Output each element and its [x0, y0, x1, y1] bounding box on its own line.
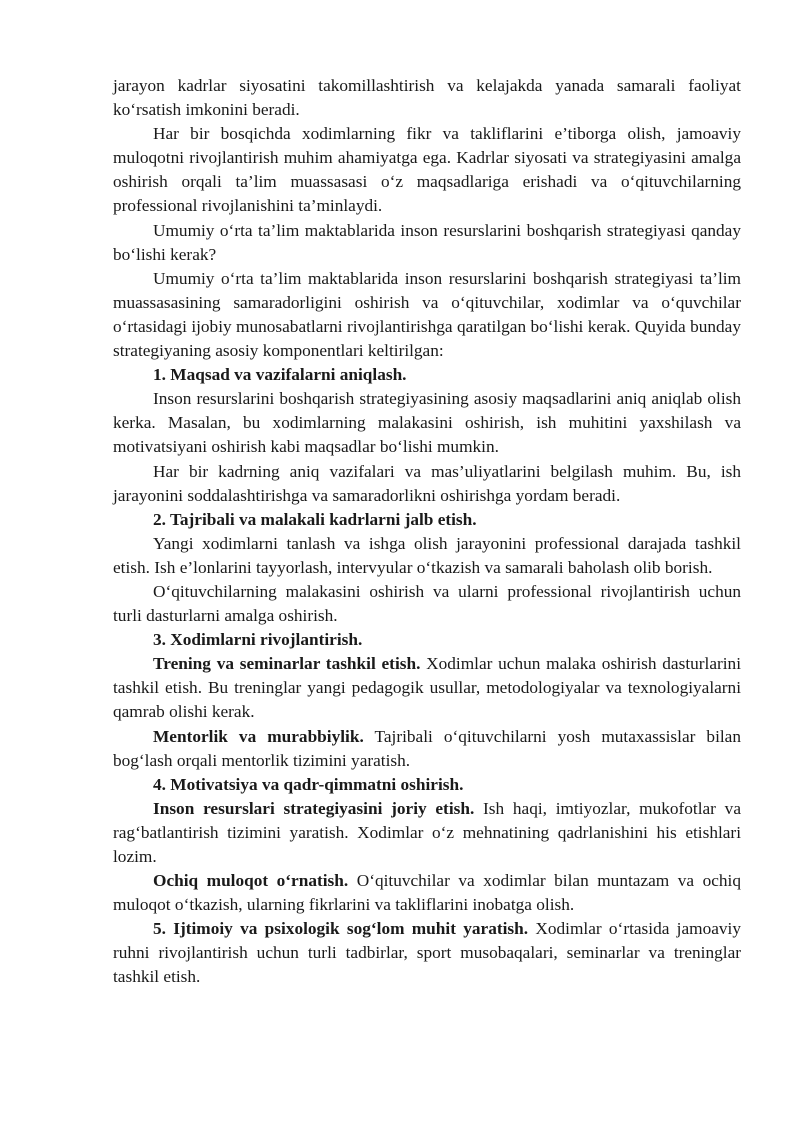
- paragraph-text: O‘qituvchilar va xodimlar bilan muntazam va ochiq muloqot o‘tkazish, ularning fikrlarini va takliflarini inobatga olish.: [113, 871, 741, 915]
- paragraph-text: Xodimlar uchun malaka oshirish dasturlarini tashkil etish. Bu treninglar yangi pedagogik usullar, metodologiyalar va texnologiyalarni qamrab olishi kerak.: [113, 654, 741, 722]
- lead-phrase: Inson resurslari strategiyasini joriy etish.: [153, 798, 475, 818]
- paragraph: Har bir bosqichda xodimlarning fikr va takliflarini e’tiborga olish, jamoaviy muloqotni rivojlantirish muhim ahamiyatga ega. Kadrlar siyosati va strategiyasini amalga oshirish orqali ta’lim muassasasi o‘z maqsadlariga erishadi va o‘qituvchilarning professional rivojlanishini ta’minlaydi.: [113, 124, 741, 216]
- lead-phrase: Mentorlik va murabbiylik.: [153, 726, 364, 746]
- paragraph: Har bir kadrning aniq vazifalari va mas’uliyatlarini belgilash muhim. Bu, ish jarayonini soddalashtirishga va samaradorlikni oshirishga yordam beradi.: [113, 461, 741, 505]
- paragraph-text: Tajribali o‘qituvchilarni yosh mutaxassislar bilan bog‘lash orqali mentorlik tizimini yaratish.: [113, 726, 741, 770]
- paragraph-question: Umumiy o‘rta ta’lim maktablarida inson resurslarini boshqarish strategiyasi qanday bo‘lishi kerak?: [113, 220, 741, 264]
- paragraph: Umumiy o‘rta ta’lim maktablarida inson resurslarini boshqarish strategiyasi ta’lim muassasasining samaradorligini oshirish va o‘qituvchilar, xodimlar va o‘quvchilar o‘rtasidagi ijobiy munosabatlarni rivojlantirishga qaratilgan bo‘lishi kerak. Quyida bunday strategiyaning asosiy komponentlari keltirilgan:: [113, 268, 741, 361]
- lead-phrase: Trening va seminarlar tashkil etish.: [153, 654, 421, 674]
- paragraph-with-lead: [113, 917, 741, 989]
- lead-phrase: Ochiq muloqot o‘rnatish.: [153, 871, 349, 891]
- paragraph-with-lead: [113, 797, 741, 869]
- paragraph: Inson resurslarini boshqarish strategiyasining asosiy maqsadlarini aniq aniqlab olish kerka. Masalan, bu xodimlarning malakasini oshirish, ish muhitini yaxshilash va motivatsiyani oshirish kabi maqsadlar bo‘lishi mumkin.: [113, 389, 741, 457]
- section-heading-2: 2. Tajribali va malakali kadrlarni jalb etish.: [153, 509, 477, 529]
- section-heading-4: 4. Motivatsiya va qadr-qimmatni oshirish.: [153, 774, 464, 794]
- paragraph: O‘qituvchilarning malakasini oshirish va ularni professional rivojlantirish uchun turli dasturlarni amalga oshirish.: [113, 581, 741, 626]
- section-heading-5: 5. Ijtimoiy va psixologik sog‘lom muhit yaratish.: [153, 919, 529, 939]
- paragraph: Yangi xodimlarni tanlash va ishga olish jarayonini professional darajada tashkil etish. Ish e’lonlarini tayyorlash, intervyular o‘tkazish va samarali baholash olib borish.: [113, 533, 741, 577]
- paragraph-with-lead: [113, 869, 741, 917]
- document-page: [113, 74, 741, 990]
- paragraph-text: Xodimlar o‘rtasida jamoaviy ruhni rivojlantirish uchun turli tadbirlar, sport musobaqalari, seminarlar va treninglar tashkil etish.: [113, 919, 741, 987]
- section-heading-1: 1. Maqsad va vazifalarni aniqlash.: [153, 365, 407, 385]
- paragraph-text: Ish haqi, imtiyozlar, mukofotlar va rag‘batlantirish tizimini yaratish. Xodimlar o‘z mehnatining qadrlanishini his etishlari lozim.: [113, 798, 741, 866]
- paragraph: jarayon kadrlar siyosatini takomillashtirish va kelajakda yanada samarali faoliyat ko‘rsatish imkonini beradi.: [113, 76, 741, 120]
- section-heading-3: 3. Xodimlarni rivojlantirish.: [153, 630, 363, 650]
- paragraph-with-lead: [113, 725, 741, 773]
- paragraph-with-lead: [113, 652, 741, 724]
